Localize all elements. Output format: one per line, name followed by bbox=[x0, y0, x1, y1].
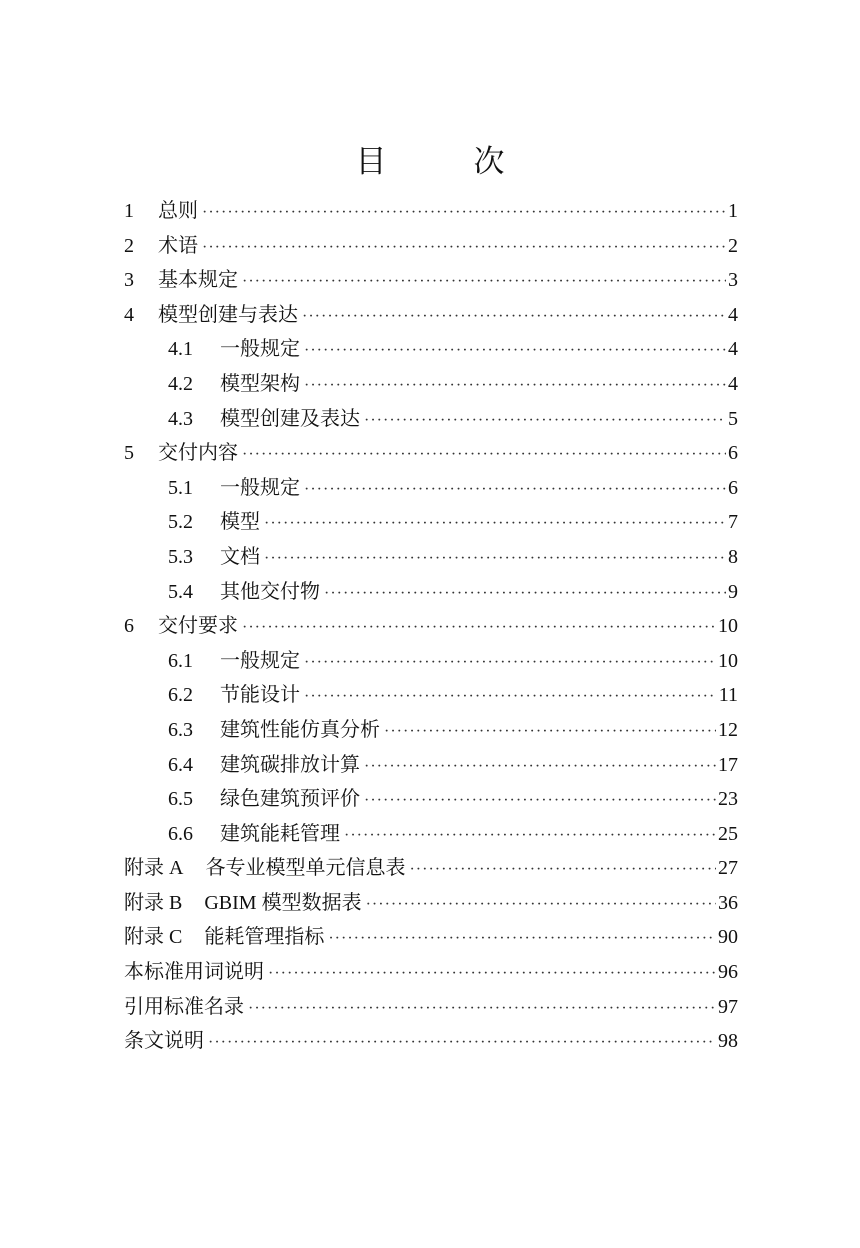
toc-dot-leader bbox=[304, 473, 726, 508]
toc-entry-label: 建筑能耗管理 bbox=[220, 822, 340, 845]
toc-entry-number: 5.3 bbox=[168, 545, 193, 568]
toc-entry-label: 建筑性能仿真分析 bbox=[220, 718, 380, 741]
toc-appendix-entry[interactable] bbox=[124, 851, 738, 886]
toc-entry-label: 基本规定 bbox=[158, 269, 238, 292]
toc-dot-leader bbox=[304, 369, 726, 404]
toc-entry-label: 条文说明 bbox=[124, 1030, 204, 1053]
toc-entry-label: 一般规定 bbox=[220, 476, 300, 499]
toc-entry-page: 3 bbox=[728, 269, 738, 292]
toc-entry-page: 2 bbox=[728, 234, 738, 257]
toc-subentry[interactable] bbox=[124, 402, 738, 437]
toc-dot-leader bbox=[409, 853, 716, 888]
toc-dot-leader bbox=[324, 577, 726, 612]
toc-entry-page: 1 bbox=[728, 200, 738, 222]
toc-entry-label: 各专业模型单元信息表 bbox=[205, 857, 406, 880]
toc-entry-page: 4 bbox=[728, 372, 738, 395]
toc-dot-leader bbox=[344, 819, 716, 854]
toc-entry-number: 附录 A bbox=[124, 857, 184, 880]
toc-dot-leader bbox=[304, 334, 726, 369]
toc-dot-leader bbox=[384, 715, 716, 750]
toc-entry-label: 术语 bbox=[158, 234, 198, 257]
toc-entry-label: 绿色建筑预评价 bbox=[220, 788, 360, 811]
toc-entry-label: 模型创建及表达 bbox=[220, 407, 360, 430]
toc-list bbox=[124, 194, 738, 1059]
toc-entry-label: 引用标准名录 bbox=[124, 995, 244, 1018]
toc-entry[interactable] bbox=[124, 436, 738, 471]
toc-entry-label: 一般规定 bbox=[220, 649, 300, 672]
toc-entry[interactable] bbox=[124, 194, 738, 229]
toc-dot-leader bbox=[242, 438, 726, 473]
toc-entry-page: 9 bbox=[728, 580, 738, 603]
toc-dot-leader bbox=[264, 542, 726, 577]
toc-entry-number: 附录 B bbox=[124, 891, 183, 914]
toc-entry-label: 节能设计 bbox=[220, 684, 300, 707]
toc-dot-leader bbox=[202, 231, 726, 266]
toc-title: 目 次 bbox=[355, 144, 533, 179]
toc-entry-number: 2 bbox=[124, 234, 134, 257]
toc-entry-page: 5 bbox=[728, 407, 738, 430]
toc-entry-number: 4.3 bbox=[168, 407, 193, 430]
toc-subentry[interactable] bbox=[124, 505, 738, 540]
toc-entry-label: 总则 bbox=[158, 200, 198, 222]
toc-entry-page: 97 bbox=[718, 995, 738, 1018]
toc-entry[interactable] bbox=[124, 229, 738, 264]
toc-entry-number: 3 bbox=[124, 269, 134, 292]
toc-entry-number: 6.5 bbox=[168, 788, 193, 811]
toc-entry-number: 6.2 bbox=[168, 684, 193, 707]
toc-entry-label: 建筑碳排放计算 bbox=[220, 753, 360, 776]
toc-entry-label: 交付内容 bbox=[158, 442, 238, 465]
toc-dot-leader bbox=[242, 611, 716, 646]
toc-dot-leader bbox=[242, 265, 726, 300]
toc-entry-label: 模型架构 bbox=[220, 372, 300, 395]
toc-entry-label: 其他交付物 bbox=[220, 580, 320, 603]
toc-dot-leader bbox=[364, 404, 726, 439]
toc-subentry[interactable] bbox=[124, 817, 738, 852]
toc-subentry[interactable] bbox=[124, 471, 738, 506]
toc-entry-page: 4 bbox=[728, 303, 738, 326]
toc-entry-number: 6.1 bbox=[168, 649, 193, 672]
toc-entry-page: 7 bbox=[728, 511, 738, 534]
toc-entry[interactable] bbox=[124, 1024, 738, 1059]
toc-entry-page: 90 bbox=[718, 926, 738, 949]
toc-subentry[interactable] bbox=[124, 678, 738, 713]
toc-entry-page: 12 bbox=[718, 718, 738, 741]
toc-entry-page: 36 bbox=[718, 891, 738, 914]
toc-entry-page: 25 bbox=[718, 822, 738, 845]
toc-entry-number: 5.2 bbox=[168, 511, 193, 534]
toc-entry-label: 本标准用词说明 bbox=[124, 961, 264, 984]
toc-entry-page: 11 bbox=[718, 684, 738, 707]
toc-entry-number: 附录 C bbox=[124, 926, 183, 949]
toc-entry[interactable] bbox=[124, 955, 738, 990]
toc-entry-label: 模型创建与表达 bbox=[158, 303, 298, 326]
toc-dot-leader bbox=[364, 784, 716, 819]
toc-entry-page: 10 bbox=[718, 615, 738, 638]
toc-subentry[interactable] bbox=[124, 575, 738, 610]
toc-entry-number: 6.3 bbox=[168, 718, 193, 741]
toc-appendix-entry[interactable] bbox=[124, 920, 738, 955]
toc-entry-number: 5 bbox=[124, 442, 134, 465]
toc-subentry[interactable] bbox=[124, 540, 738, 575]
toc-dot-leader bbox=[268, 957, 716, 992]
toc-entry-page: 27 bbox=[718, 857, 738, 880]
toc-entry-label: 能耗管理指标 bbox=[204, 926, 325, 949]
toc-dot-leader bbox=[328, 922, 716, 957]
toc-subentry[interactable] bbox=[124, 782, 738, 817]
toc-dot-leader bbox=[304, 680, 717, 715]
toc-dot-leader bbox=[366, 888, 716, 923]
toc-entry[interactable] bbox=[124, 990, 738, 1025]
toc-entry-label: 模型 bbox=[220, 511, 260, 534]
toc-entry-number: 6 bbox=[124, 615, 134, 638]
toc-entry-number: 5.1 bbox=[168, 476, 193, 499]
toc-entry-number: 6.4 bbox=[168, 753, 193, 776]
toc-entry-number: 5.4 bbox=[168, 580, 193, 603]
toc-dot-leader bbox=[304, 646, 716, 681]
toc-entry-page: 98 bbox=[718, 1030, 738, 1053]
toc-entry-page: 17 bbox=[718, 753, 738, 776]
toc-dot-leader bbox=[208, 1026, 716, 1061]
toc-dot-leader bbox=[202, 196, 726, 231]
toc-dot-leader bbox=[264, 507, 726, 542]
toc-entry-number: 1 bbox=[124, 200, 134, 222]
toc-entry-label: 一般规定 bbox=[220, 338, 300, 361]
toc-entry-number: 4 bbox=[124, 303, 134, 326]
toc-appendix-entry[interactable] bbox=[124, 886, 738, 921]
toc-subentry[interactable] bbox=[124, 332, 738, 367]
toc-entry-page: 6 bbox=[728, 442, 738, 465]
toc-entry-number: 4.1 bbox=[168, 338, 193, 361]
toc-entry-label: 交付要求 bbox=[158, 615, 238, 638]
toc-entry[interactable] bbox=[124, 298, 738, 333]
toc-entry-page: 10 bbox=[718, 649, 738, 672]
toc-dot-leader bbox=[364, 750, 716, 785]
toc-dot-leader bbox=[302, 300, 726, 335]
toc-entry[interactable] bbox=[124, 609, 738, 644]
toc-entry[interactable] bbox=[124, 263, 738, 298]
toc-entry-label: GBIM 模型数据表 bbox=[204, 891, 362, 914]
toc-subentry[interactable] bbox=[124, 713, 738, 748]
toc-entry-number: 4.2 bbox=[168, 372, 193, 395]
toc-subentry[interactable] bbox=[124, 644, 738, 679]
toc-dot-leader bbox=[248, 992, 716, 1027]
toc-subentry[interactable] bbox=[124, 367, 738, 402]
toc-subentry[interactable] bbox=[124, 748, 738, 783]
toc-entry-number: 6.6 bbox=[168, 822, 193, 845]
toc-entry-page: 6 bbox=[728, 476, 738, 499]
toc-entry-page: 4 bbox=[728, 338, 738, 361]
toc-entry-page: 23 bbox=[718, 788, 738, 811]
toc-entry-page: 8 bbox=[728, 545, 738, 568]
toc-entry-label: 文档 bbox=[220, 545, 260, 568]
toc-entry-page: 96 bbox=[718, 961, 738, 984]
